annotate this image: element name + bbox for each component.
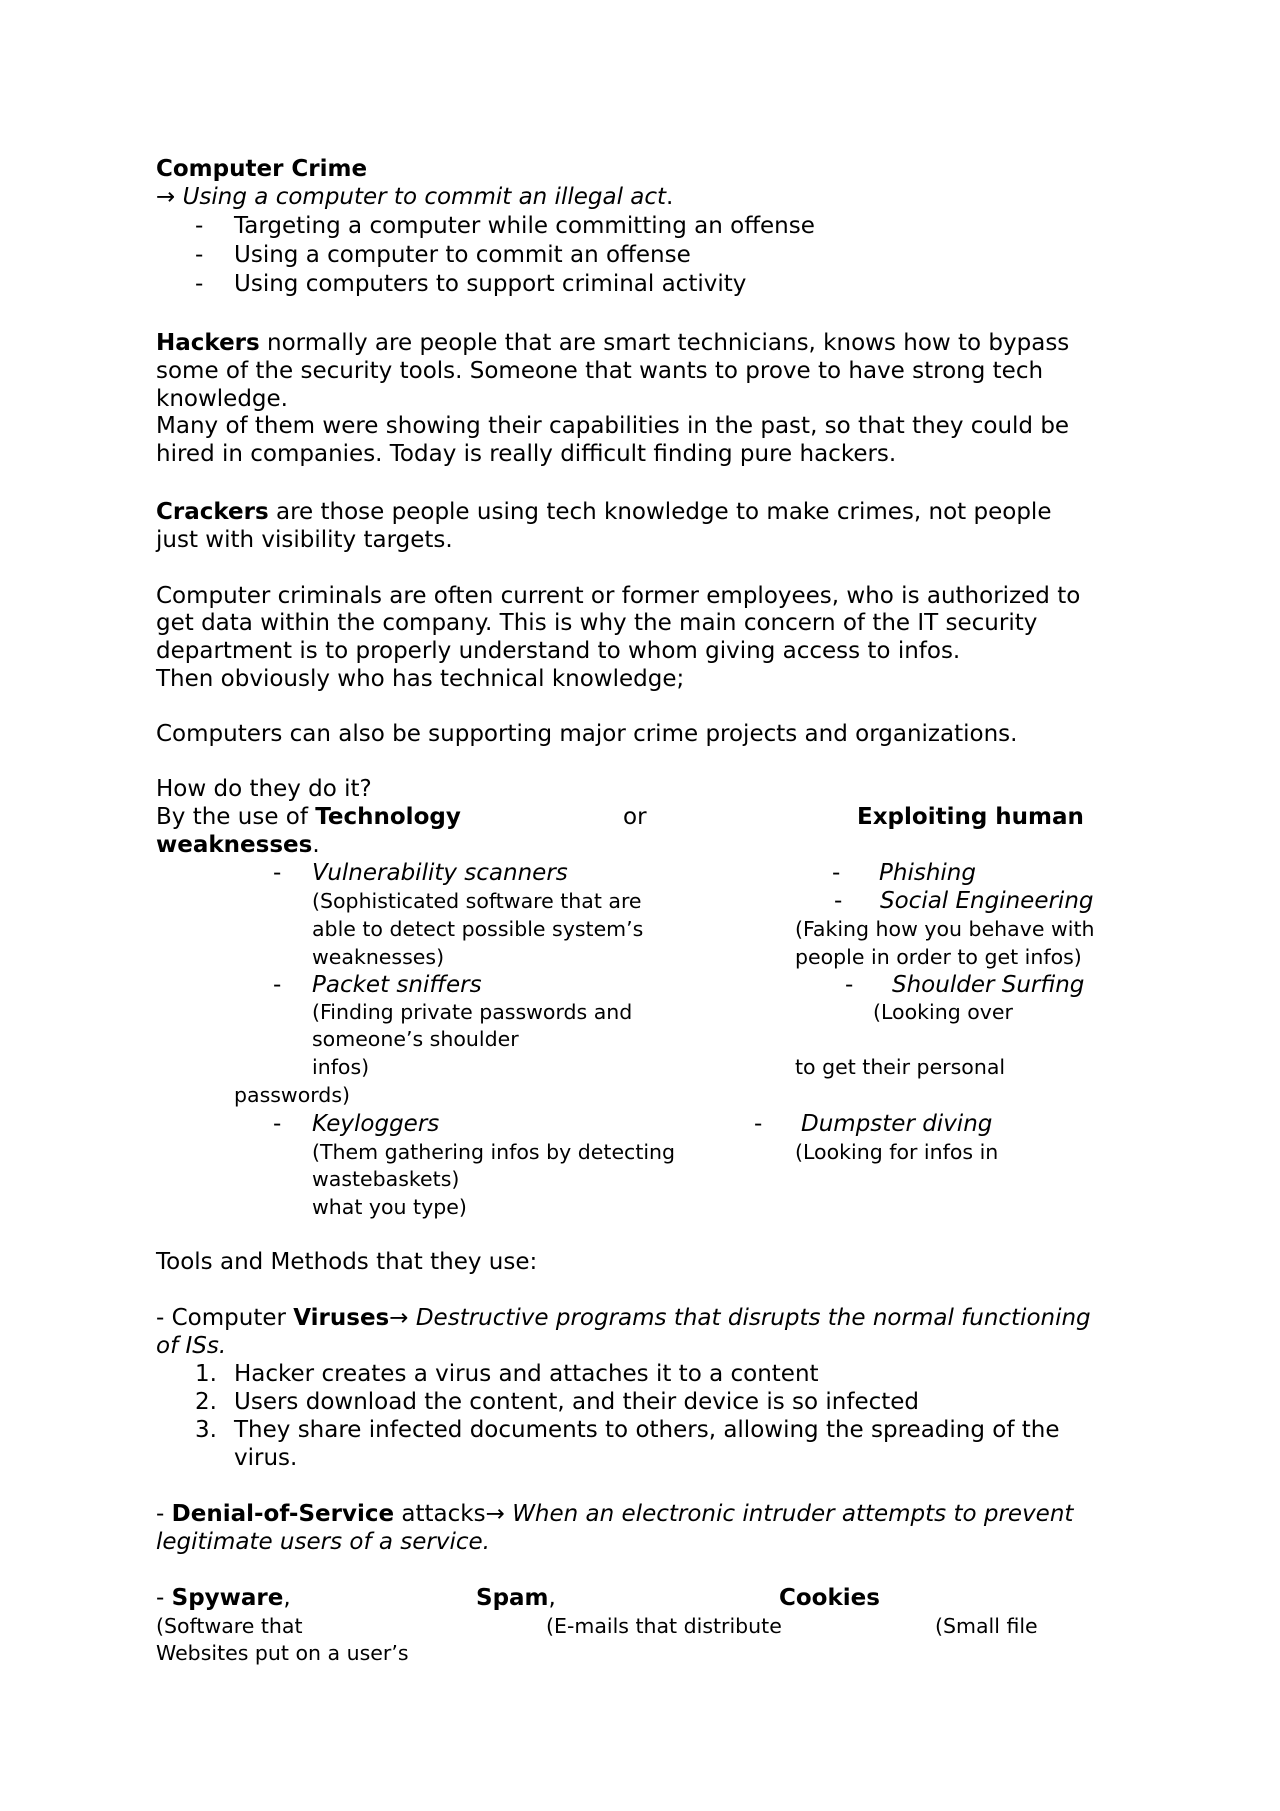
tech-item-desc: (Sophisticated software that are [312, 889, 642, 913]
human-item-desc: people in order to get infos) [795, 945, 1082, 969]
step-number: 1. [195, 1361, 217, 1387]
cookies-heading: Cookies [779, 1585, 880, 1611]
cookies-desc: (Small file [935, 1614, 1038, 1638]
how-by-line: By the use of Technology [156, 804, 461, 830]
bullet-dash: - [273, 1111, 282, 1137]
hackers-paragraph-line: Hackers normally are people that are smart technicians, knows how to bypass [156, 330, 1070, 356]
criminals-paragraph-line: Then obviously who has technical knowledge; [156, 666, 685, 692]
hackers-term: Hackers [156, 330, 260, 356]
tech-item-desc: passwords) [234, 1083, 351, 1107]
crackers-paragraph-line: just with visibility targets. [156, 527, 453, 553]
hackers-paragraph-line: hired in companies. Today is really difficult finding pure hackers. [156, 441, 897, 467]
bullet-dash: - [195, 213, 204, 239]
step-number: 3. [195, 1417, 217, 1443]
human-item-desc: to get their personal [795, 1055, 1006, 1079]
criminals-paragraph-line: get data within the company. This is why the main concern of the IT security [156, 610, 1038, 636]
viruses-line: - Computer Viruses→ Destructive programs that disrupts the normal functioning [156, 1305, 1091, 1331]
tech-item-name: Packet sniffers [312, 972, 482, 998]
human-item-desc: (Looking over [873, 1000, 1013, 1024]
step-number: 2. [195, 1389, 217, 1415]
tech-item-desc: weaknesses) [312, 945, 445, 969]
human-item-name: Phishing [879, 860, 976, 886]
dos-line: - Denial-of-Service attacks→ When an electronic intruder attempts to prevent [156, 1501, 1074, 1527]
tech-item-desc: someone’s shoulder [312, 1027, 519, 1051]
weaknesses-heading: weaknesses. [156, 832, 320, 858]
spyware-heading: - Spyware, [156, 1585, 291, 1611]
tech-item-desc: (Them gathering infos by detecting [312, 1140, 676, 1164]
list-item: virus. [234, 1445, 298, 1471]
supporting-paragraph: Computers can also be supporting major crime projects and organizations. [156, 721, 1018, 747]
dos-term: Denial-of-Service [171, 1501, 395, 1527]
arrow-icon: → [389, 1305, 409, 1331]
list-item: Targeting a computer while committing an offense [234, 213, 815, 239]
exploiting-heading: Exploiting human [857, 804, 1084, 830]
viruses-term: Viruses [293, 1305, 390, 1331]
tech-item-desc: (Finding private passwords and [312, 1000, 633, 1024]
list-item: Users download the content, and their device is so infected [234, 1389, 920, 1415]
crackers-paragraph-line: Crackers are those people using tech knowledge to make crimes, not people [156, 499, 1052, 525]
list-item: Hacker creates a virus and attaches it to a content [234, 1361, 819, 1387]
tech-item-desc: wastebaskets) [312, 1167, 460, 1191]
human-item-name: Shoulder Surfing [892, 972, 1085, 998]
bullet-dash: - [845, 972, 854, 998]
spyware-desc: (Software that [156, 1614, 303, 1638]
bullet-dash: - [273, 972, 282, 998]
list-item: Using a computer to commit an offense [234, 242, 691, 268]
arrow-icon: → [485, 1501, 505, 1527]
criminals-paragraph-line: Computer criminals are often current or former employees, who is authorized to [156, 583, 1081, 609]
hackers-paragraph-line: knowledge. [156, 386, 288, 412]
bullet-dash: - [754, 1111, 763, 1137]
human-item-name: Social Engineering [880, 888, 1094, 914]
criminals-paragraph-line: department is to properly understand to whom giving access to infos. [156, 638, 961, 664]
hackers-paragraph-line: some of the security tools. Someone that wants to prove to have strong tech [156, 358, 1044, 384]
bullet-dash: - [834, 888, 843, 914]
viruses-line: of ISs. [156, 1333, 227, 1359]
human-item-desc: (Faking how you behave with [795, 917, 1095, 941]
bullet-dash: - [195, 271, 204, 297]
dos-line: legitimate users of a service. [156, 1529, 490, 1555]
list-item: Using computers to support criminal activity [234, 271, 747, 297]
how-question: How do they do it? [156, 776, 372, 802]
bullet-dash: - [195, 242, 204, 268]
bullet-dash: - [273, 860, 282, 886]
definition-line: → Using a computer to commit an illegal act. [156, 184, 674, 210]
tech-item-desc: able to detect possible system’s [312, 917, 644, 941]
human-item-desc: (Looking for infos in [795, 1140, 999, 1164]
tech-item-name: Vulnerability scanners [312, 860, 568, 886]
how-or: or [623, 804, 647, 830]
tools-heading: Tools and Methods that they use: [156, 1249, 538, 1275]
spam-heading: Spam, [476, 1585, 556, 1611]
page-title: Computer Crime [156, 156, 368, 182]
tech-item-desc: infos) [312, 1055, 370, 1079]
technology-heading: Technology [315, 804, 461, 830]
list-item: They share infected documents to others, allowing the spreading of the [234, 1417, 1060, 1443]
spyware-desc: Websites put on a user’s [156, 1641, 409, 1665]
tech-item-name: Keyloggers [312, 1111, 440, 1137]
spam-desc: (E-mails that distribute [546, 1614, 782, 1638]
bullet-dash: - [832, 860, 841, 886]
human-item-name: Dumpster diving [801, 1111, 993, 1137]
tech-item-desc: what you type) [312, 1195, 467, 1219]
arrow-icon: → [156, 184, 176, 210]
hackers-paragraph-line: Many of them were showing their capabilities in the past, so that they could be [156, 413, 1070, 439]
crackers-term: Crackers [156, 499, 269, 525]
